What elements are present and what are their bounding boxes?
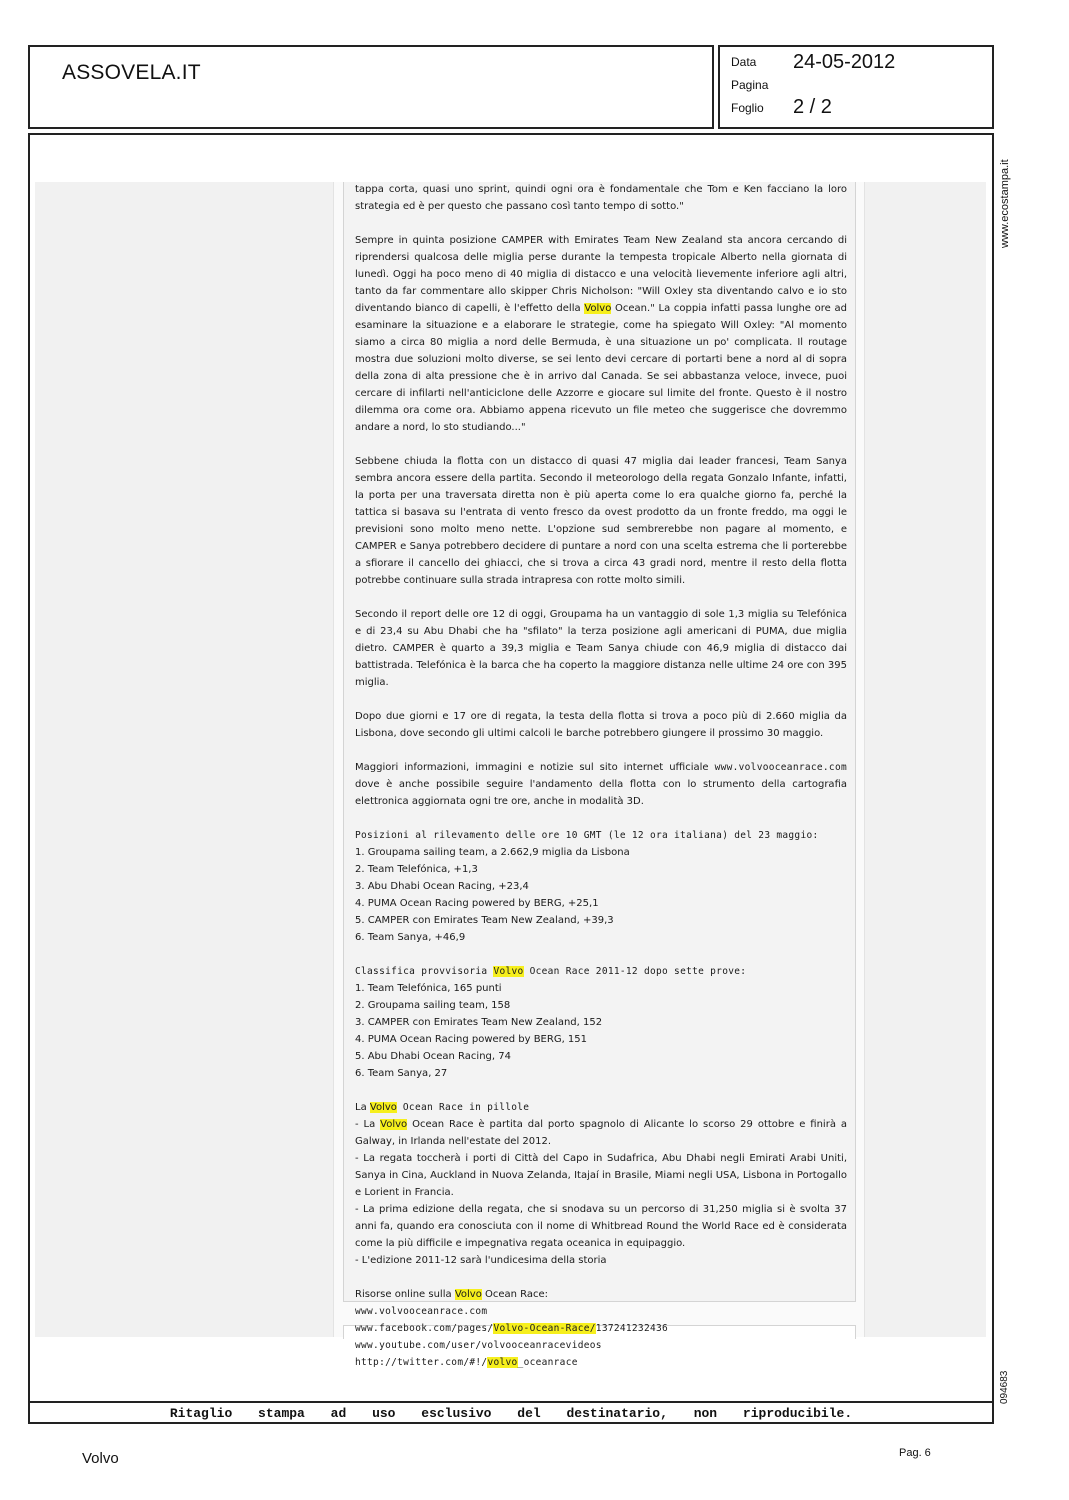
paragraph-3: Sebbene chiuda la flotta con un distacco di quasi 47 miglia dai leader francesi, Team Sanya sembra ancora essere della partita. Secondo il meteorologo della regata Gonzalo Infante, infatti, la porta per una traversata diretta non è più aperta come lo era qualche giorno fa, perché la tattica si basava su l'entrata di vento fresco da ovest prodotto da un fronte freddo, ma oggi le previsioni sono molto meno nette. L'opzione sud sembrerebbe non pagare al momento, e CAMPER e Sanya potrebbero decidere di puntare a nord con una scelta estrema che li porterebbe a sfiorare il cancello dei ghiacci, che si trova a circa 43 gradi nord, mentre il resto della flotta potrebbe continuare sulla strada intrapresa con rotte molto simili.	[355, 456, 847, 586]
list-item: 5. CAMPER con Emirates Team New Zealand, +39,3	[355, 915, 614, 926]
pillole-title-a: La	[355, 1102, 370, 1113]
resource-link-twitter[interactable]	[355, 1354, 847, 1371]
pillola-3: - La prima edizione della regata, che si snodava su un percorso di 31,250 miglia si è svolta 37 anni fa, quando era conosciuta con il nome di Whitbread Round the World Race ed è considerata come la più difficile e impegnativa regata oceanica in equipaggio.	[355, 1204, 847, 1249]
positions-title: Posizioni al rilevamento delle ore 10 GMT (le 12 ora italiana) del 23 maggio:	[355, 830, 819, 841]
pillole-section	[355, 1099, 847, 1269]
pillole-title	[355, 1099, 847, 1116]
pillola-2: - La regata toccherà i porti di Città del Capo in Sudafrica, Abu Dhabi negli Emirati Arabi Uniti, Sanya in Cina, Auckland in Nuova Zelanda, Itajaí in Brasile, Miami negli USA, Lisbona in Portogallo e Lorient in Francia.	[355, 1153, 847, 1198]
list-item: 6. Team Sanya, +46,9	[355, 932, 466, 943]
list-item: 4. PUMA Ocean Racing powered by BERG, +25,1	[355, 898, 599, 909]
resource-link-youtube[interactable]: www.youtube.com/user/volvooceanracevideos	[355, 1340, 602, 1351]
paragraph-2	[355, 232, 847, 436]
list-item: 5. Abu Dhabi Ocean Racing, 74	[355, 1051, 511, 1062]
classifica-title	[355, 963, 847, 980]
highlight-volvo: volvo	[487, 1357, 518, 1368]
foglio-label: Foglio	[731, 101, 764, 115]
header-publication-box	[28, 45, 714, 129]
pillole-title-b: Ocean Race in pillole	[396, 1102, 530, 1113]
highlight-volvo: Volvo	[380, 1119, 408, 1130]
foglio-value: 2 / 2	[793, 96, 832, 118]
footer-notice: Ritaglio stampa ad uso esclusivo del destinatario, non riproducibile.	[169, 1406, 853, 1421]
list-item: 3. CAMPER con Emirates Team New Zealand, 152	[355, 1017, 603, 1028]
publication-name: ASSOVELA.IT	[62, 61, 201, 84]
data-value: 24-05-2012	[793, 51, 896, 73]
article-body	[355, 181, 847, 1388]
keyword-label: Volvo	[82, 1450, 119, 1467]
positions-section	[355, 827, 847, 946]
pillola-1	[355, 1116, 847, 1150]
classifica-title-a: Classifica provvisoria	[355, 966, 494, 977]
pillola-4: - L'edizione 2011-12 sarà l'undicesima della storia	[355, 1255, 607, 1266]
highlight-volvo: Volvo	[584, 303, 612, 314]
header-info-box	[718, 45, 994, 129]
data-label: Data	[731, 55, 757, 69]
paragraph-6-text-a: Maggiori informazioni, immagini e notizie sul sito internet ufficiale	[355, 762, 715, 773]
list-item: 1. Groupama sailing team, a 2.662,9 miglia da Lisbona	[355, 847, 630, 858]
twitter-link-a: http://twitter.com/#!/	[355, 1357, 488, 1368]
facebook-link-a: www.facebook.com/pages/	[355, 1323, 494, 1334]
highlight-volvo: Volvo	[493, 966, 524, 977]
side-site-url: www.ecostampa.it	[999, 159, 1011, 248]
footer-divider	[30, 1401, 992, 1403]
list-item: 4. PUMA Ocean Racing powered by BERG, 151	[355, 1034, 588, 1045]
resources-title-a: Risorse online sulla	[355, 1289, 455, 1300]
facebook-link-b: 137241232436	[595, 1323, 669, 1334]
paragraph-6-text-b: dove è anche possibile seguire l'andamento della flotta con lo strumento della cartografia elettronica aggiornata ogni tre ore, anche in modalità 3D.	[355, 779, 847, 807]
resource-link-facebook[interactable]	[355, 1320, 847, 1337]
paragraph-2-text-a: Sempre in quinta posizione CAMPER with Emirates Team New Zealand sta ancora cercando di riprendersi qualcosa delle miglia perse durante la tempesta tropicale Alberto nella giornata di lunedì. Oggi ha poco meno di 40 miglia di distacco e una velocità lievemente inferiore agli altri, tanto da far commentare allo skipper Chris Nicholson: "Will Oxley sta diventando calvo e io sto diventando bianco di capelli, è l'effetto della	[355, 235, 847, 314]
classifica-title-b: Ocean Race 2011-12 dopo sette prove:	[523, 966, 747, 977]
resources-section	[355, 1286, 847, 1371]
twitter-link-b: _oceanrace	[517, 1357, 578, 1368]
highlight-volvo: Volvo	[454, 1289, 482, 1300]
classifica-section	[355, 963, 847, 1082]
pillola-1-a: - La	[355, 1119, 381, 1130]
list-item: 6. Team Sanya, 27	[355, 1068, 448, 1079]
resources-title-b: Ocean Race:	[481, 1289, 549, 1300]
list-item: 1. Team Telefónica, 165 punti	[355, 983, 502, 994]
list-item: 2. Groupama sailing team, 158	[355, 1000, 511, 1011]
list-item: 2. Team Telefónica, +1,3	[355, 864, 478, 875]
side-code: 094683	[999, 1370, 1010, 1404]
paragraph-2-text-b: Ocean." La coppia infatti passa lunghe ore ad esaminare la situazione e a elaborare le strategie, come ha spiegato Will Oxley: "Al momento siamo a circa 80 miglia a nord delle Bermuda, è una situazione un po' complicata. Il routage mostra due soluzioni molto diverse, se sei lento devi cercare di portarti bene a nord al di sopra della zona di alta pressione che è in arrivo dal Canada. Se sei abbastanza veloce, invece, puoi cercare di infilarti nell'anticiclone delle Azzorre e giocare sul limite del fronte. Questo è il nostro dilemma ora come ora. Abbiamo appena ricevuto un file meteo che suggerisce che dovremmo andare a nord, lo sto studiando..."	[355, 303, 847, 433]
resources-title	[355, 1286, 847, 1303]
official-site-link[interactable]: www.volvooceanrace.com	[714, 762, 847, 773]
pagina-label: Pagina	[731, 78, 769, 92]
paragraph-1: tappa corta, quasi uno sprint, quindi ogni ora è fondamentale che Tom e Ken facciano la loro strategia ed è per questo che passano così tanto tempo di sotto."	[355, 184, 847, 212]
page-number: Pag. 6	[899, 1447, 931, 1459]
highlight-volvo: Volvo	[369, 1102, 397, 1113]
list-item: 3. Abu Dhabi Ocean Racing, +23,4	[355, 881, 529, 892]
paragraph-5: Dopo due giorni e 17 ore di regata, la testa della flotta si trova a poco più di 2.660 miglia da Lisbona, dove secondo gli ultimi calcoli le barche potrebbero giungere il prossimo 30 maggio.	[355, 711, 847, 739]
paragraph-4: Secondo il report delle ore 12 di oggi, Groupama ha un vantaggio di sole 1,3 miglia su Telefónica e di 23,4 su Abu Dhabi che ha "sfilato" la terza posizione agli americani di PUMA, due miglia dietro. CAMPER è quarto a 39,3 miglia e Team Sanya chiude con 46,9 miglia di distacco dai battistrada. Telefónica è la barca che ha coperto la maggiore distanza nelle ultime 24 ore con 395 miglia.	[355, 609, 847, 688]
highlight-volvo: Volvo-Ocean-Race/	[493, 1323, 596, 1334]
resource-link-website[interactable]: www.volvooceanrace.com	[355, 1306, 488, 1317]
paragraph-6	[355, 759, 847, 810]
pillola-1-b: Ocean Race è partita dal porto spagnolo di Alicante lo scorso 29 ottobre e finirà a Galway, in Irlanda nell'estate del 2012.	[355, 1119, 847, 1147]
